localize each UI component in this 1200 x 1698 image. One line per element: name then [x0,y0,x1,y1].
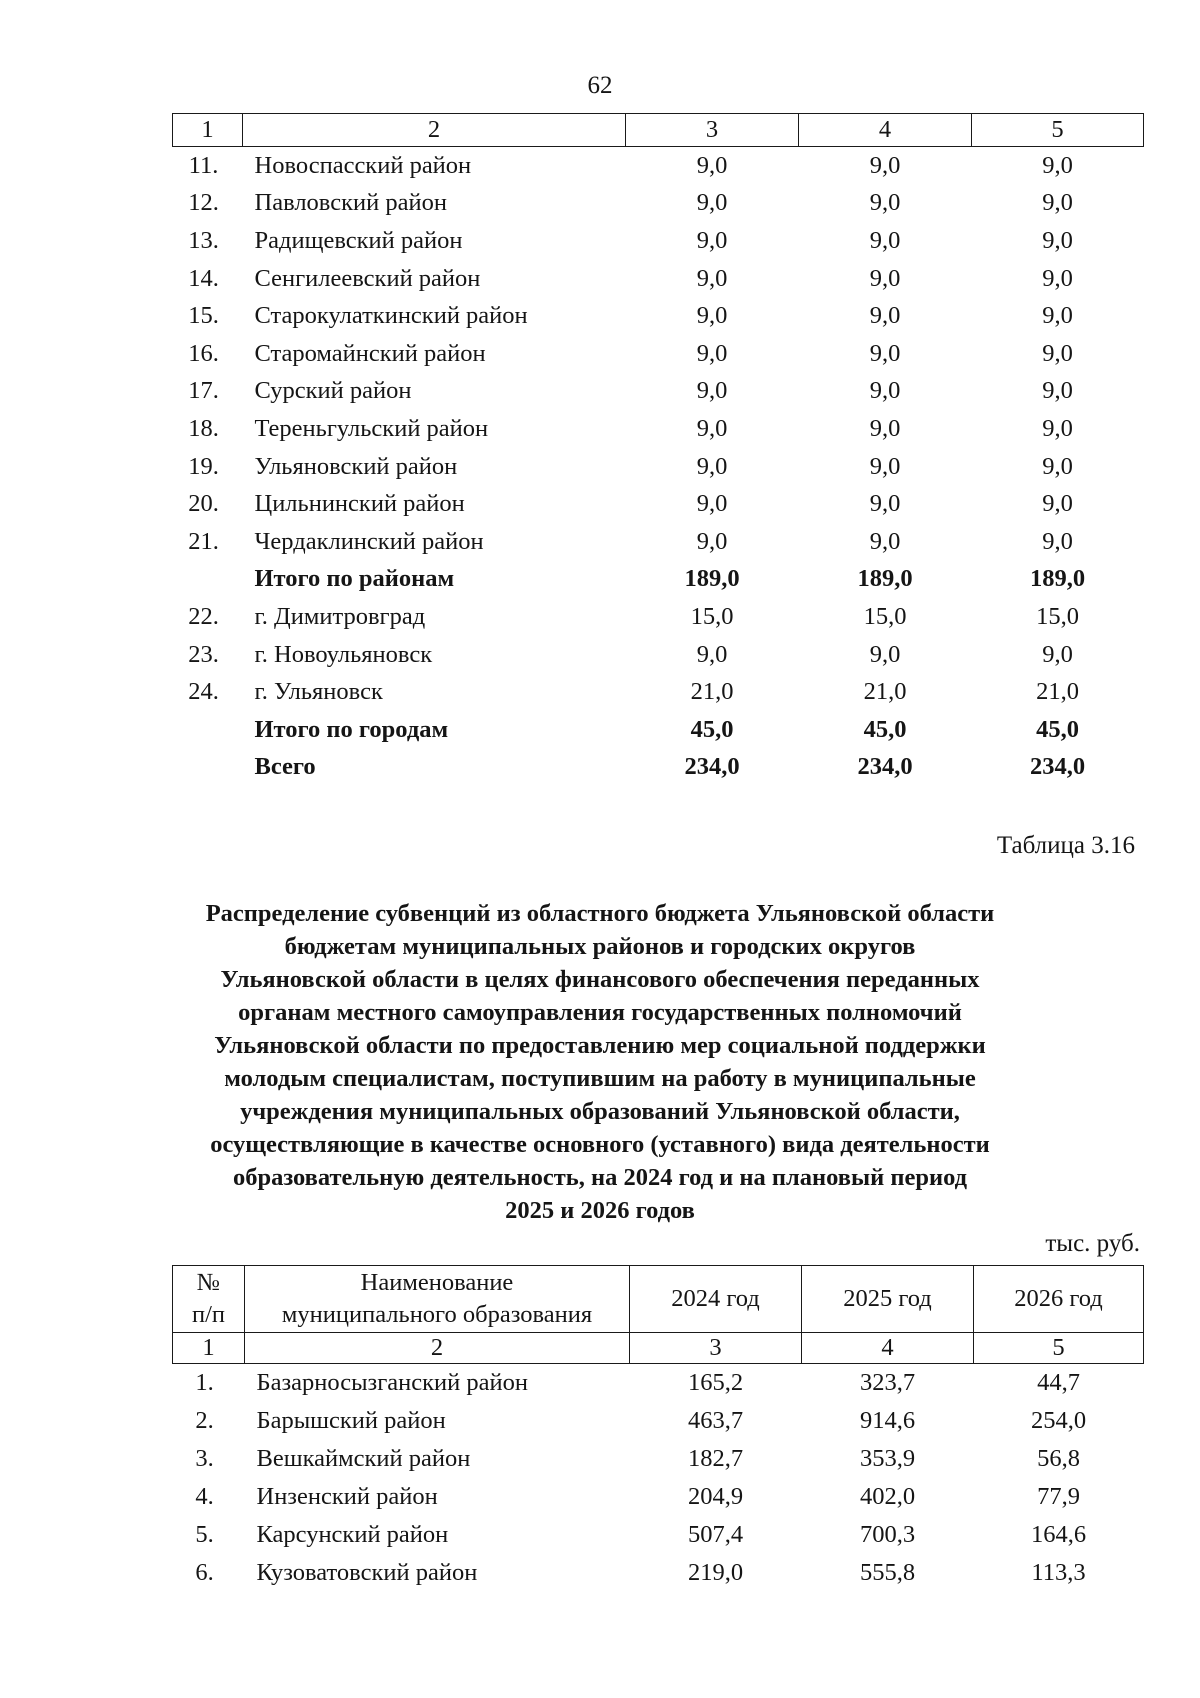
header-name-line2: муниципального образования [281,1301,593,1328]
column-number-2: 2 [243,114,626,147]
units-label: тыс. руб. [1045,1230,1140,1257]
value-2025: 914,6 [859,1407,916,1434]
row-number: 11. [188,151,219,179]
value-2025: 9,0 [869,377,901,405]
value-2026: 44,7 [1037,1369,1080,1396]
row-number [173,749,243,787]
value-2026: 56,8 [1037,1445,1080,1472]
page-number: 62 [587,72,613,99]
title-line: бюджетам муниципальных районов и городских округов [284,933,916,960]
header-year-2024: 2024 год [630,1266,802,1333]
column-number-4: 4 [799,114,972,147]
column-number-5: 5 [974,1333,1144,1364]
row-number: 13. [188,226,219,254]
value-2026: 9,0 [1042,264,1073,292]
table-row [173,335,1144,373]
municipality-name: Итого по районам [254,565,455,593]
column-number-header-row [173,1333,1144,1364]
row-number: 18. [188,414,219,442]
municipality-name: Старомайнский район [254,339,486,367]
value-2025: 555,8 [859,1559,916,1586]
value-2024: 45,0 [690,715,734,743]
value-2025: 9,0 [869,527,901,555]
row-number: 17. [188,377,219,405]
continued-distribution-table [172,113,1144,786]
title-line: образовательную деятельность, на 2024 год и на плановый период [232,1164,968,1191]
row-number [173,561,243,599]
municipality-name: Новоспасский район [254,151,472,179]
value-2026: 9,0 [1042,640,1073,668]
table-row [173,1478,1144,1516]
table-row [173,598,1144,636]
value-2024: 21,0 [690,678,734,706]
column-number-5: 5 [972,114,1144,147]
value-2025: 402,0 [859,1483,916,1510]
value-2025: 353,9 [859,1445,916,1472]
row-number: 15. [188,302,219,330]
total-row [173,749,1144,787]
row-number: 24. [188,678,219,706]
total-row [173,561,1144,599]
title-line: Распределение субвенций из областного бюджета Ульяновской области [205,900,995,927]
row-number: 6. [195,1559,214,1586]
value-2025: 45,0 [863,715,907,743]
column-number-2: 2 [245,1333,630,1364]
table-row [173,222,1144,260]
value-2024: 9,0 [696,490,728,518]
value-2026: 164,6 [1030,1521,1087,1548]
value-2024: 9,0 [696,226,728,254]
table-row [173,297,1144,335]
value-2024: 182,7 [687,1445,744,1472]
header-municipality-name [245,1266,630,1333]
title-line: 2025 и 2026 годов [505,1197,695,1224]
title-line: учреждения муниципальных образований Ульяновской области, [240,1098,960,1125]
value-2026: 9,0 [1042,452,1073,480]
column-number-3: 3 [630,1333,802,1364]
value-2026: 9,0 [1042,377,1073,405]
value-2024: 507,4 [687,1521,744,1548]
value-2026: 9,0 [1042,226,1073,254]
row-number [173,711,243,749]
value-2025: 9,0 [869,226,901,254]
table-row [173,1516,1144,1554]
value-2024: 9,0 [696,189,728,217]
municipality-name: Карсунский район [256,1521,449,1548]
table-row [173,636,1144,674]
row-number: 16. [188,339,219,367]
municipality-name: Радищевский район [254,226,463,254]
value-2026: 21,0 [1036,678,1079,706]
table-row [173,673,1144,711]
column-number-4: 4 [802,1333,974,1364]
table-title [140,897,1060,1227]
row-number: 19. [188,452,219,480]
municipality-name: Сенгилеевский район [254,264,481,292]
municipality-name: Итого по городам [254,715,449,743]
table-row [173,1554,1144,1592]
column-number-3: 3 [626,114,799,147]
row-number: 2. [195,1407,214,1434]
value-2026: 234,0 [1029,753,1086,781]
table-row [173,523,1144,561]
value-2026: 254,0 [1030,1407,1087,1434]
value-2024: 9,0 [696,452,728,480]
row-number: 23. [188,640,219,668]
row-number: 21. [188,527,219,555]
value-2025: 9,0 [869,189,901,217]
value-2024: 9,0 [696,302,728,330]
value-2024: 9,0 [696,414,728,442]
value-2024: 463,7 [687,1407,744,1434]
value-2024: 165,2 [687,1369,744,1396]
row-number: 20. [188,490,219,518]
row-number: 1. [195,1369,214,1396]
title-line: Ульяновской области по предоставлению мер социальной поддержки [214,1032,986,1059]
continued-table-body [173,114,1144,787]
table-row [173,147,1144,185]
municipality-name: г. Димитровград [254,602,426,630]
header-number-line1: № [196,1269,221,1297]
value-2024: 9,0 [696,640,728,668]
value-2026: 9,0 [1042,490,1073,518]
value-2026: 9,0 [1042,527,1073,555]
municipality-name: Цильнинский район [254,490,465,518]
municipality-name: г. Новоульяновск [254,640,433,668]
municipality-name: Тереньгульский район [254,414,489,442]
value-2024: 204,9 [687,1483,744,1510]
column-number-header-row [173,114,1144,147]
row-number: 4. [195,1483,214,1510]
value-2025: 323,7 [859,1369,916,1396]
column-title-header-row [173,1266,1144,1333]
municipality-name: Старокулаткинский район [254,302,528,330]
header-name-line1: Наименование [360,1269,514,1297]
table-number-label: Таблица 3.16 [996,832,1135,859]
value-2024: 219,0 [687,1559,744,1586]
header-year-2025: 2025 год [802,1266,974,1333]
value-2026: 45,0 [1036,715,1079,743]
table-row [173,485,1144,523]
column-number-1: 1 [173,114,243,147]
municipality-name: Ульяновский район [254,452,458,480]
value-2024: 9,0 [696,377,728,405]
value-2026: 9,0 [1042,189,1073,217]
value-2025: 9,0 [869,302,901,330]
municipality-name: Всего [254,753,316,781]
table-row [173,373,1144,411]
value-2025: 15,0 [863,602,907,630]
row-number: 14. [188,264,219,292]
municipality-name: Павловский район [254,189,447,217]
value-2025: 189,0 [857,565,913,593]
table-row [173,1402,1144,1440]
value-2025: 21,0 [863,678,907,706]
value-2025: 9,0 [869,339,901,367]
value-2025: 9,0 [869,640,901,668]
value-2025: 234,0 [857,753,913,781]
row-number: 22. [188,602,219,630]
municipality-name: Инзенский район [256,1483,438,1510]
value-2026: 15,0 [1036,602,1079,630]
value-2026: 9,0 [1042,302,1073,330]
value-2024: 15,0 [690,602,734,630]
value-2025: 9,0 [869,452,901,480]
value-2025: 9,0 [869,414,901,442]
subsidy-distribution-table [172,1265,1144,1592]
header-number [173,1266,245,1333]
subsidy-table-body [173,1266,1144,1593]
municipality-name: Базарносызганский район [256,1369,528,1396]
value-2024: 234,0 [684,753,740,781]
value-2024: 9,0 [696,527,728,555]
value-2024: 9,0 [696,339,728,367]
municipality-name: Кузоватовский район [256,1559,478,1586]
municipality-name: Вешкаймский район [256,1445,471,1472]
value-2024: 9,0 [696,264,728,292]
municipality-name: Барышский район [256,1407,446,1434]
table-row [173,185,1144,223]
row-number: 3. [195,1445,214,1472]
municipality-name: г. Ульяновск [254,678,383,706]
title-line: осуществляющие в качестве основного (уставного) вида деятельности [210,1131,990,1158]
table-row [173,410,1144,448]
header-year-2026: 2026 год [974,1266,1144,1333]
value-2026: 9,0 [1042,339,1073,367]
table-row [173,260,1144,298]
value-2026: 9,0 [1042,414,1073,442]
value-2026: 189,0 [1029,565,1086,593]
value-2025: 9,0 [869,264,901,292]
value-2024: 9,0 [696,151,728,179]
header-number-line2: п/п [191,1301,226,1328]
table-row [173,1364,1144,1403]
value-2026: 113,3 [1031,1559,1086,1586]
title-line: Ульяновской области в целях финансового обеспечения переданных [220,966,980,993]
municipality-name: Чердаклинский район [254,527,484,555]
value-2025: 700,3 [859,1521,916,1548]
value-2025: 9,0 [869,490,901,518]
municipality-name: Сурский район [254,377,412,405]
value-2026: 77,9 [1037,1483,1080,1510]
total-row [173,711,1144,749]
row-number: 5. [195,1521,214,1548]
value-2025: 9,0 [869,151,901,179]
title-line: органам местного самоуправления государственных полномочий [238,999,962,1026]
value-2024: 189,0 [684,565,740,593]
column-number-1: 1 [173,1333,245,1364]
value-2026: 9,0 [1042,151,1073,179]
table-row [173,448,1144,486]
row-number: 12. [188,189,219,217]
title-line: молодым специалистам, поступившим на работу в муниципальные [224,1065,976,1092]
table-row [173,1440,1144,1478]
